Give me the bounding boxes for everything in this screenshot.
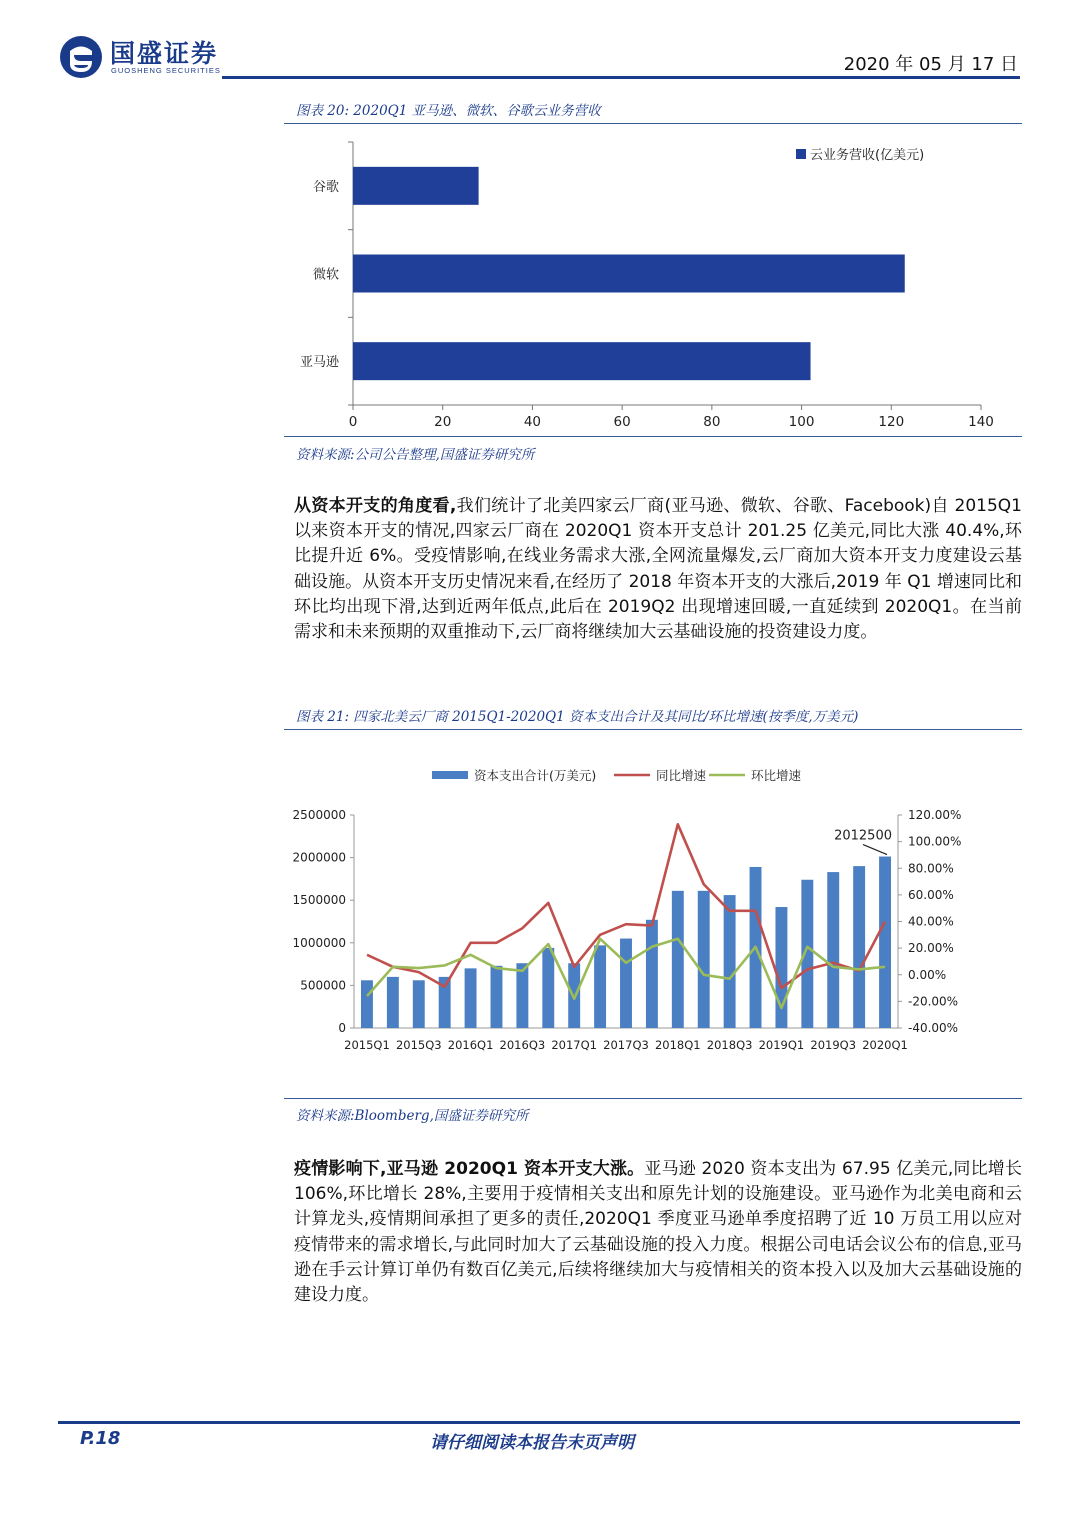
- bar: [353, 167, 479, 205]
- x-tick-label: 2019Q1: [758, 1038, 805, 1052]
- x-tick-label: 2017Q1: [551, 1038, 598, 1052]
- figure-20-title: 图表 20: 2020Q1 亚马逊、微软、谷歌云业务营收: [296, 103, 601, 119]
- left-tick-label: 1000000: [292, 935, 346, 950]
- amazon-paragraph: [294, 1157, 1022, 1308]
- y-tick-label: 微软: [312, 267, 339, 283]
- y-tick-label: 谷歌: [312, 179, 339, 195]
- right-tick-label: 80.00%: [908, 861, 954, 876]
- bar: [387, 977, 399, 1028]
- annotation-pointer: [863, 845, 887, 855]
- right-tick-label: 40.00%: [908, 914, 954, 929]
- figure-20-source: 资料来源:公司公告整理,国盛证券研究所: [296, 447, 535, 463]
- left-tick-label: 2500000: [292, 808, 346, 822]
- bar: [413, 980, 425, 1028]
- legend-label: 环比增速: [751, 768, 802, 783]
- x-tick-label: 0: [348, 414, 358, 430]
- bar: [698, 891, 710, 1028]
- capex-paragraph-lead: 从资本开支的角度看,: [294, 496, 457, 516]
- x-tick-label: 120: [878, 414, 905, 430]
- bar: [491, 966, 503, 1028]
- legend-label: 云业务营收(亿美元): [810, 148, 925, 163]
- x-tick-label: 80: [703, 414, 721, 430]
- left-tick-label: 2000000: [292, 850, 346, 865]
- footer-divider: [58, 1421, 1020, 1424]
- capex-paragraph: [294, 494, 1022, 645]
- figure-21-top-rule: [284, 729, 1022, 730]
- amazon-paragraph-lead: 疫情影响下,亚马逊 2020Q1 资本开支大涨。: [294, 1159, 645, 1179]
- x-tick-label: 2018Q3: [706, 1038, 753, 1052]
- bar: [516, 963, 528, 1028]
- bar: [827, 872, 839, 1028]
- right-tick-label: 120.00%: [908, 808, 962, 822]
- capex-paragraph-body: 我们统计了北美四家云厂商(亚马逊、微软、谷歌、Facebook)自 2015Q1 以来资本开支的情况,四家云厂商在 2020Q1 资本开支总计 201.25 亿美元,同比大涨 40.4%,环比提升近 6%。受疫情影响,在线业务需求大涨,全网流量爆发,云厂商加大资本开支力度建设云基础设施。从资本开支历史情况来看,在经历了 2018 年资本开支的大涨后,2019 年 Q1 增速同比和环比均出现下滑,达到近两年低点,此后在 2019Q2 出现增速回暖,一直延续到 2020Q1。在当前需求和未来预期的双重推动下,云厂商将继续加大云基础设施的投资建设力度。: [294, 496, 1022, 643]
- legend-swatch: [432, 771, 468, 779]
- legend-label: 同比增速: [656, 768, 707, 783]
- data-annotation: 2012500: [834, 828, 893, 844]
- page-number: P.18: [80, 1428, 121, 1449]
- bar: [353, 255, 905, 293]
- logo-subtext: GUOSHENG SECURITIES: [111, 66, 221, 75]
- x-tick-label: 140: [968, 414, 994, 430]
- bar: [620, 939, 632, 1028]
- x-tick-label: 2018Q1: [654, 1038, 701, 1052]
- disclaimer-note: 请仔细阅读本报告末页声明: [430, 1433, 634, 1453]
- report-date: 2020 年 05 月 17 日: [843, 54, 1018, 75]
- x-tick-label: 20: [434, 414, 452, 430]
- x-tick-label: 2017Q3: [603, 1038, 649, 1052]
- y-tick-label: 亚马逊: [299, 355, 339, 371]
- bar: [672, 891, 684, 1028]
- x-tick-label: 60: [613, 414, 631, 430]
- bar: [775, 907, 787, 1028]
- x-tick-label: 2020Q1: [862, 1038, 908, 1052]
- right-tick-label: 0.00%: [908, 967, 947, 982]
- bar: [879, 857, 891, 1028]
- figure-21-bottom-rule: [284, 1098, 1022, 1099]
- bar: [853, 866, 865, 1028]
- bar: [361, 980, 373, 1028]
- left-tick-label: 1500000: [292, 893, 346, 908]
- capex-combo-chart: [284, 750, 1022, 1060]
- bar: [594, 945, 606, 1028]
- bar: [646, 920, 658, 1028]
- x-tick-label: 40: [523, 414, 542, 430]
- bar: [724, 895, 736, 1028]
- right-tick-label: 60.00%: [908, 887, 954, 902]
- figure-20-top-rule: [284, 123, 1022, 124]
- figure-21-source: 资料来源:Bloomberg,国盛证券研究所: [296, 1108, 529, 1124]
- x-tick-label: 2016Q1: [447, 1038, 494, 1052]
- x-tick-label: 2016Q3: [499, 1038, 546, 1052]
- x-tick-label: 100: [788, 414, 815, 430]
- bar: [465, 968, 477, 1028]
- amazon-paragraph-body: 亚马逊 2020 资本支出为 67.95 亿美元,同比增长 106%,环比增长 28%,主要用于疫情相关支出和原先计划的设施建设。亚马逊作为北美电商和云计算龙头,疫情期间承担了更多的责任,2020Q1 季度亚马逊单季度招聘了近 10 万员工用以应对疫情带来的需求增长,与此同时加大了云基础设施的投入力度。根据公司电话会议公布的信息,亚马逊在手云计算订单仍有数百亿美元,后续将继续加大与疫情相关的资本投入以及加大云基础设施的建设力度。: [294, 1159, 1022, 1306]
- right-tick-label: -40.00%: [908, 1021, 959, 1035]
- x-tick-label: 2019Q3: [810, 1038, 857, 1052]
- logo-text: 国盛证券: [110, 39, 219, 68]
- left-tick-label: 500000: [300, 978, 346, 993]
- figure-20-bottom-rule: [284, 436, 1022, 437]
- right-tick-label: -20.00%: [908, 994, 959, 1009]
- left-tick-label: 0: [338, 1021, 346, 1035]
- right-tick-label: 20.00%: [908, 941, 954, 956]
- cloud-revenue-bar-chart: [284, 130, 1022, 435]
- x-tick-label: 2015Q1: [344, 1038, 390, 1052]
- bar: [542, 948, 554, 1028]
- legend-label: 资本支出合计(万美元): [474, 768, 597, 783]
- legend-swatch: [796, 149, 806, 159]
- figure-21-title: 图表 21: 四家北美云厂商 2015Q1-2020Q1 资本支出合计及其同比/环比增速(按季度,万美元): [296, 709, 859, 725]
- header-divider: [222, 76, 1020, 79]
- x-tick-label: 2015Q3: [395, 1038, 442, 1052]
- logo-icon: [58, 34, 104, 80]
- right-tick-label: 100.00%: [908, 834, 962, 849]
- bar: [353, 342, 811, 380]
